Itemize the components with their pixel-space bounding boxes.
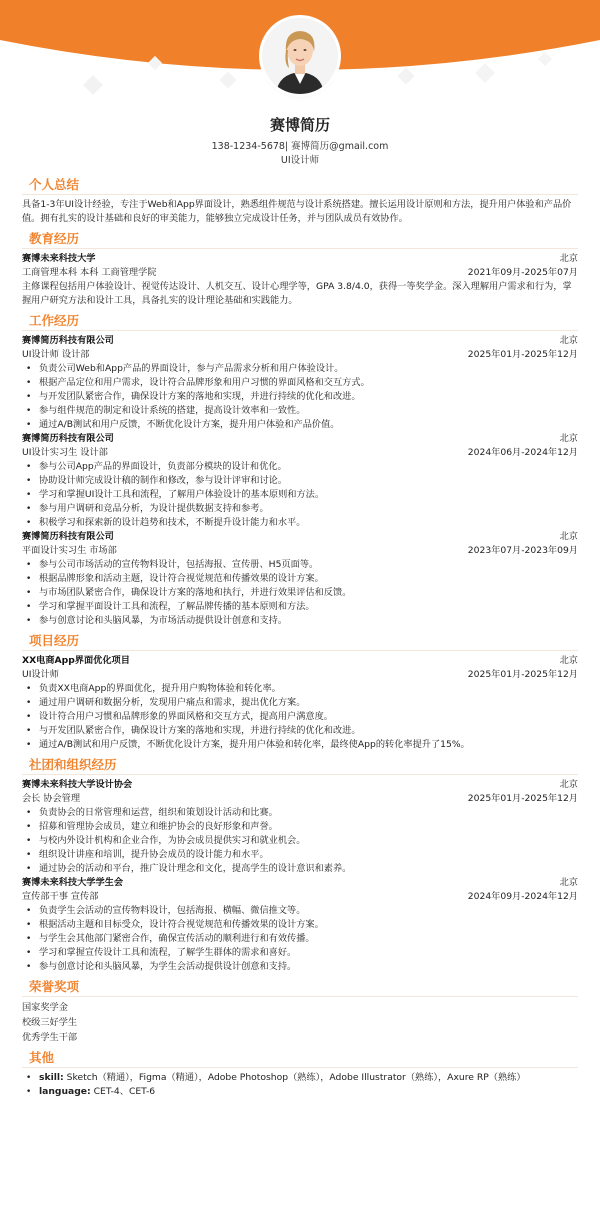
profile-photo-icon	[262, 18, 338, 94]
bullet-item: • 参与公司App产品的界面设计，负责部分模块的设计和优化。	[36, 460, 578, 474]
bullet-item: • 通过A/B测试和用户反馈，不断优化设计方案，提升用户体验和产品价值。	[36, 418, 578, 432]
projects-section	[22, 632, 578, 752]
project-role: UI设计师	[22, 669, 59, 680]
bullet-item: • 参与创意讨论和头脑风暴，为市场活动提供设计创意和支持。	[36, 614, 578, 628]
position: 平面设计实习生 市场部	[22, 545, 117, 556]
bullet-item: • 参与用户调研和竞品分析，为设计提供数据支持和参考。	[36, 502, 578, 516]
item-value: Sketch（精通），Figma（精通），Adobe Photoshop（熟练），Adobe Illustrator（熟练），Axure RP（熟练）	[63, 1072, 526, 1083]
degree: 工商管理本科 本科 工商管理学院	[22, 267, 157, 278]
summary-text: 具备1-3年UI设计经验，专注于Web和App界面设计，熟悉组件规范与设计系统搭建。擅长运用设计原则和方法，提升用户体验和产品价值。拥有扎实的设计基础和良好的审美能力，能够独立完成设计任务，并与团队成员有效协作。	[22, 199, 572, 224]
bullet-list	[22, 362, 578, 432]
language-item	[36, 1085, 578, 1099]
item-value: CET-4、CET-6	[90, 1086, 156, 1097]
work-section	[22, 312, 578, 628]
resume-header	[0, 114, 600, 168]
school-name: 赛博未来科技大学	[22, 253, 96, 264]
bullet-item: • 与市场团队紧密合作，确保设计方案的落地和执行，并进行效果评估和反馈。	[36, 586, 578, 600]
bullet-item: • 学习和掌握宣传设计工具和流程，了解学生群体的需求和喜好。	[36, 946, 578, 960]
bullet-list	[22, 904, 578, 974]
date-range: 2025年01月-2025年12月	[467, 349, 578, 360]
bullet-item: • 组织设计讲座和培训，提升协会成员的设计能力和水平。	[36, 848, 578, 862]
section-title: 教育经历	[22, 230, 578, 249]
section-title: 工作经历	[22, 312, 578, 331]
date-range: 2024年09月-2024年12月	[467, 891, 578, 902]
bullet-item: • 参与创意讨论和头脑风暴，为学生会活动提供设计创意和支持。	[36, 960, 578, 974]
location: 北京	[559, 253, 578, 264]
club-entry	[22, 876, 578, 974]
bullet-item: • 根据品牌形象和活动主题，设计符合视觉规范和传播效果的设计方案。	[36, 572, 578, 586]
award-item: 优秀学生干部	[22, 1032, 78, 1043]
item-label: skill:	[39, 1072, 64, 1083]
bullet-list	[22, 1071, 578, 1099]
club-name: 赛博未来科技大学设计协会	[22, 779, 133, 790]
club-role: 宣传部干事 宣传部	[22, 891, 99, 902]
company-name: 赛博简历科技有限公司	[22, 335, 114, 346]
bullet-item: • 参与公司市场活动的宣传物料设计，包括海报、宣传册、H5页面等。	[36, 558, 578, 572]
bullet-item: • 通过A/B测试和用户反馈，不断优化设计方案，提升用户体验和转化率，最终使App的转化率提升了15%。	[36, 738, 578, 752]
bullet-item: • 负责公司Web和App产品的界面设计，参与产品需求分析和用户体验设计。	[36, 362, 578, 376]
position: UI设计师 设计部	[22, 349, 90, 360]
project-name: XX电商App界面优化项目	[22, 655, 130, 666]
club-name: 赛博未来科技大学学生会	[22, 877, 124, 888]
bullet-item: • 积极学习和探索新的设计趋势和技术，不断提升设计能力和水平。	[36, 516, 578, 530]
club-entry	[22, 778, 578, 876]
company-name: 赛博简历科技有限公司	[22, 433, 114, 444]
summary-section	[22, 176, 578, 226]
bullet-list	[22, 460, 578, 530]
location: 北京	[559, 433, 578, 444]
section-title: 荣誉奖项	[22, 978, 578, 997]
education-section	[22, 230, 578, 308]
avatar	[262, 18, 338, 94]
section-title: 社团和组织经历	[22, 756, 578, 775]
position: UI设计实习生 设计部	[22, 447, 108, 458]
location: 北京	[559, 531, 578, 542]
bullet-item: • 负责协会的日常管理和运营，组织和策划设计活动和比赛。	[36, 806, 578, 820]
bullet-item: • 学习和掌握平面设计工具和流程，了解品牌传播的基本原则和方法。	[36, 600, 578, 614]
bullet-item: • 设计符合用户习惯和品牌形象的界面风格和交互方式，提高用户满意度。	[36, 710, 578, 724]
bullet-item: • 与学生会其他部门紧密合作，确保宣传活动的顺利进行和有效传播。	[36, 932, 578, 946]
award-item: 校级三好学生	[22, 1017, 78, 1028]
bullet-item: • 通过用户调研和数据分析，发现用户痛点和需求，提出优化方案。	[36, 696, 578, 710]
bullet-item: • 参与组件规范的制定和设计系统的搭建，提高设计效率和一致性。	[36, 404, 578, 418]
bullet-list	[22, 682, 578, 752]
contact-info: 138-1234-5678| 赛博简历@gmail.com	[211, 141, 389, 152]
bullet-item: • 协助设计师完成设计稿的制作和修改，参与设计评审和讨论。	[36, 474, 578, 488]
work-entry	[22, 530, 578, 628]
section-title: 个人总结	[22, 176, 578, 195]
bullet-list	[22, 558, 578, 628]
resume-body	[22, 172, 578, 1099]
club-role: 会长 协会管理	[22, 793, 81, 804]
date-range: 2025年01月-2025年12月	[467, 669, 578, 680]
clubs-section	[22, 756, 578, 974]
date-range: 2025年01月-2025年12月	[467, 793, 578, 804]
location: 北京	[559, 335, 578, 346]
education-description: 主修课程包括用户体验设计、视觉传达设计、人机交互、设计心理学等，GPA 3.8/4.0，获得一等奖学金。深入理解用户需求和行为，掌握用户研究方法和设计工具，具备扎实的设计理论基础和实践能力。	[22, 281, 572, 306]
location: 北京	[559, 877, 578, 888]
bullet-item: • 根据产品定位和用户需求，设计符合品牌形象和用户习惯的界面风格和交互方式。	[36, 376, 578, 390]
bullet-item: • 根据活动主题和目标受众，设计符合视觉规范和传播效果的设计方案。	[36, 918, 578, 932]
resume-name: 赛博简历	[269, 116, 330, 134]
date-range: 2024年06月-2024年12月	[467, 447, 578, 458]
location: 北京	[559, 779, 578, 790]
bullet-item: • 与开发团队紧密合作，确保设计方案的落地和实现，并进行持续的优化和改进。	[36, 724, 578, 738]
item-label: language:	[39, 1086, 91, 1097]
other-section	[22, 1049, 578, 1099]
award-item: 国家奖学金	[22, 1002, 68, 1013]
work-entry	[22, 432, 578, 530]
date-range: 2023年07月-2023年09月	[467, 545, 578, 556]
bullet-item: • 与开发团队紧密合作，确保设计方案的落地和实现，并进行持续的优化和改进。	[36, 390, 578, 404]
awards-section	[22, 978, 578, 1045]
bullet-item: • 通过协会的活动和平台，推广设计理念和文化，提高学生的设计意识和素养。	[36, 862, 578, 876]
section-title: 其他	[22, 1049, 578, 1068]
date-range: 2021年09月-2025年07月	[467, 267, 578, 278]
project-entry	[22, 654, 578, 752]
bullet-list	[22, 806, 578, 876]
skill-item	[36, 1071, 578, 1085]
work-entry	[22, 334, 578, 432]
bullet-item: • 学习和掌握UI设计工具和流程，了解用户体验设计的基本原则和方法。	[36, 488, 578, 502]
company-name: 赛博简历科技有限公司	[22, 531, 114, 542]
bullet-item: • 招募和管理协会成员，建立和维护协会的良好形象和声誉。	[36, 820, 578, 834]
bullet-item: • 与校内外设计机构和企业合作，为协会成员提供实习和就业机会。	[36, 834, 578, 848]
job-title: UI设计师	[280, 155, 320, 166]
bullet-item: • 负责XX电商App的界面优化，提升用户购物体验和转化率。	[36, 682, 578, 696]
bullet-item: • 负责学生会活动的宣传物料设计，包括海报、横幅、微信推文等。	[36, 904, 578, 918]
section-title: 项目经历	[22, 632, 578, 651]
education-entry	[22, 252, 578, 308]
location: 北京	[559, 655, 578, 666]
